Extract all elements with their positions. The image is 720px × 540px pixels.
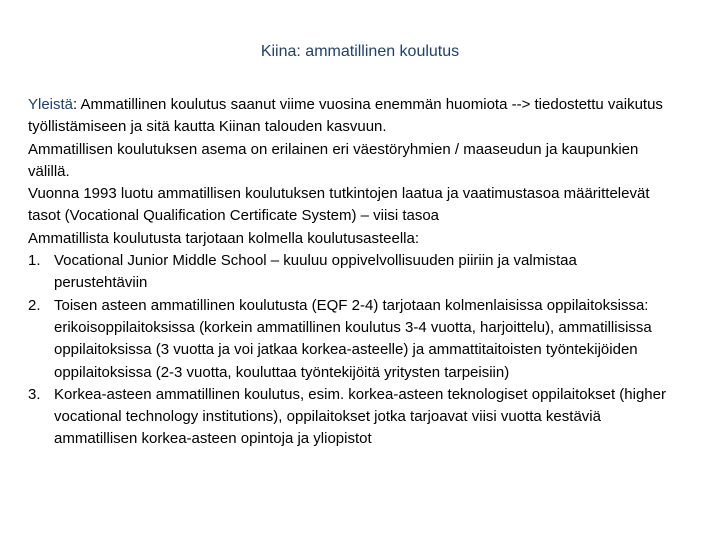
paragraph-levels-intro: Ammatillista koulutusta tarjotaan kolmella koulutusasteella: [28,229,420,247]
list-item-text: Vocational Junior Middle School – kuuluu oppivelvollisuuden piiriin ja valmistaa perustehtäviin [54,252,577,292]
education-levels-list [28,250,668,451]
list-item [28,295,668,384]
slide-title: Kiina: ammatillinen koulutus [260,43,460,60]
list-item-text: Korkea-asteen ammatillinen koulutus, esim. korkea-asteen teknologiset oppilaitokset (higher vocational technology institutions), oppilaitokset jotka tarjoavat viisi vuotta kestäviä ammatillisen korkea-asteen opintoja ja yliopistot [54,385,666,448]
list-item [28,250,668,295]
general-lead: Yleistä [28,96,74,113]
list-item-number: 1. [28,252,41,270]
paragraph-qualification-system: Vuonna 1993 luotu ammatillisen koulutuksen tutkintojen laatua ja vaatimustasoa määrittelevät tasot (Vocational Qualification Certificate System) – viisi tasoa [28,185,650,225]
list-item-text: Toisen asteen ammatillinen koulutusta (EQF 2-4) tarjotaan kolmenlaisissa oppilaitoksissa: erikoisoppilaitoksissa (korkein ammatillinen koulutus 3-4 vuotta, harjoittelu), ammatillisissa oppilaitoksissa (3 vuotta ja voi jatkaa korkea-asteelle) ja ammattitaitoisten työntekijöiden oppilaitoksissa (2-3 vuotta, kouluttaa työntekijöitä yritysten tarpeisiin) [54,296,652,381]
general-text: : Ammatillinen koulutus saanut viime vuosina enemmän huomiota --> tiedostettu vaikutus työllistämiseen ja sitä kautta Kiinan talouden kasvuun. [28,96,663,136]
list-item-number: 2. [28,296,41,314]
slide-body [28,94,668,451]
paragraph-general [28,94,668,139]
list-item-number: 3. [28,385,41,403]
list-item [28,384,668,451]
paragraph-status: Ammatillisen koulutuksen asema on erilainen eri väestöryhmien / maaseudun ja kaupunkien välillä. [28,140,639,180]
